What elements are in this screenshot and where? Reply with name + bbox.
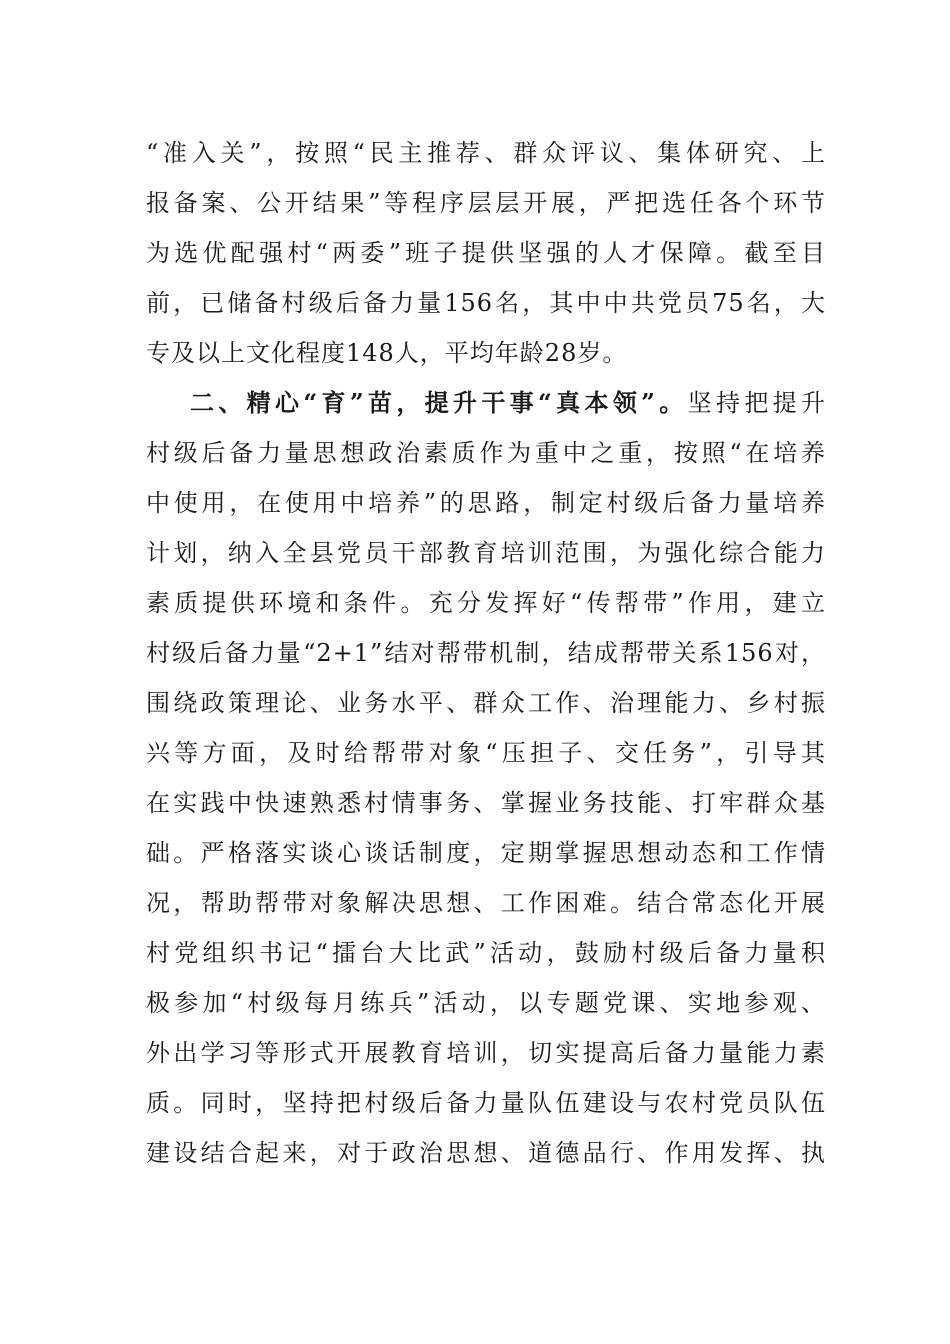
paragraph-line: 围绕政策理论、业务水平、群众工作、治理能力、乡村振 <box>146 689 826 717</box>
paragraph-line: 村党组织书记“擂台大比武”活动，鼓励村级后备力量积 <box>146 939 826 967</box>
paragraph-line: 村级后备力量“2+1”结对帮带机制，结成帮带关系156对， <box>146 639 826 667</box>
paragraph-2 <box>146 378 826 1178</box>
paragraph-line: 素质提供环境和条件。充分发挥好“传帮带”作用，建立 <box>146 589 826 617</box>
paragraph-first-line <box>146 378 826 428</box>
paragraph-line: 外出学习等形式开展教育培训，切实提高后备力量能力素 <box>146 1039 826 1067</box>
document-body <box>146 128 826 1178</box>
paragraph-line: 计划，纳入全县党员干部教育培训范围，为强化综合能力 <box>146 539 826 567</box>
paragraph-line: 建设结合起来，对于政治思想、道德品行、作用发挥、执 <box>146 1139 826 1167</box>
paragraph-line: 况，帮助帮带对象解决思想、工作困难。结合常态化开展 <box>146 889 826 917</box>
paragraph-line: 兴等方面，及时给帮带对象“压担子、交任务”，引导其 <box>146 739 826 767</box>
paragraph-line: 专及以上文化程度148人，平均年龄28岁。 <box>146 339 628 367</box>
paragraph-line-rest: 坚持把提升 <box>687 389 827 417</box>
paragraph-line: 在实践中快速熟悉村情事务、掌握业务技能、打牢群众基 <box>146 789 826 817</box>
paragraph-line: “准入关”，按照“民主推荐、群众评议、集体研究、上 <box>146 139 826 167</box>
paragraph-line: 极参加“村级每月练兵”活动，以专题党课、实地参观、 <box>146 989 826 1017</box>
paragraph-line: 报备案、公开结果”等程序层层开展，严把选任各个环节 <box>146 189 826 217</box>
paragraph-1 <box>146 128 826 378</box>
paragraph-line: 础。严格落实谈心谈话制度，定期掌握思想动态和工作情 <box>146 839 826 867</box>
paragraph-line: 为选优配强村“两委”班子提供坚强的人才保障。截至目 <box>146 239 826 267</box>
paragraph-line: 中使用，在使用中培养”的思路，制定村级后备力量培养 <box>146 489 826 517</box>
paragraph-line: 村级后备力量思想政治素质作为重中之重，按照“在培养 <box>146 439 826 467</box>
section-heading: 二、精心“育”苗，提升干事“真本领”。 <box>190 388 688 417</box>
paragraph-line: 前，已储备村级后备力量156名，其中中共党员75名，大 <box>146 289 826 317</box>
paragraph-line: 质。同时，坚持把村级后备力量队伍建设与农村党员队伍 <box>146 1089 826 1117</box>
